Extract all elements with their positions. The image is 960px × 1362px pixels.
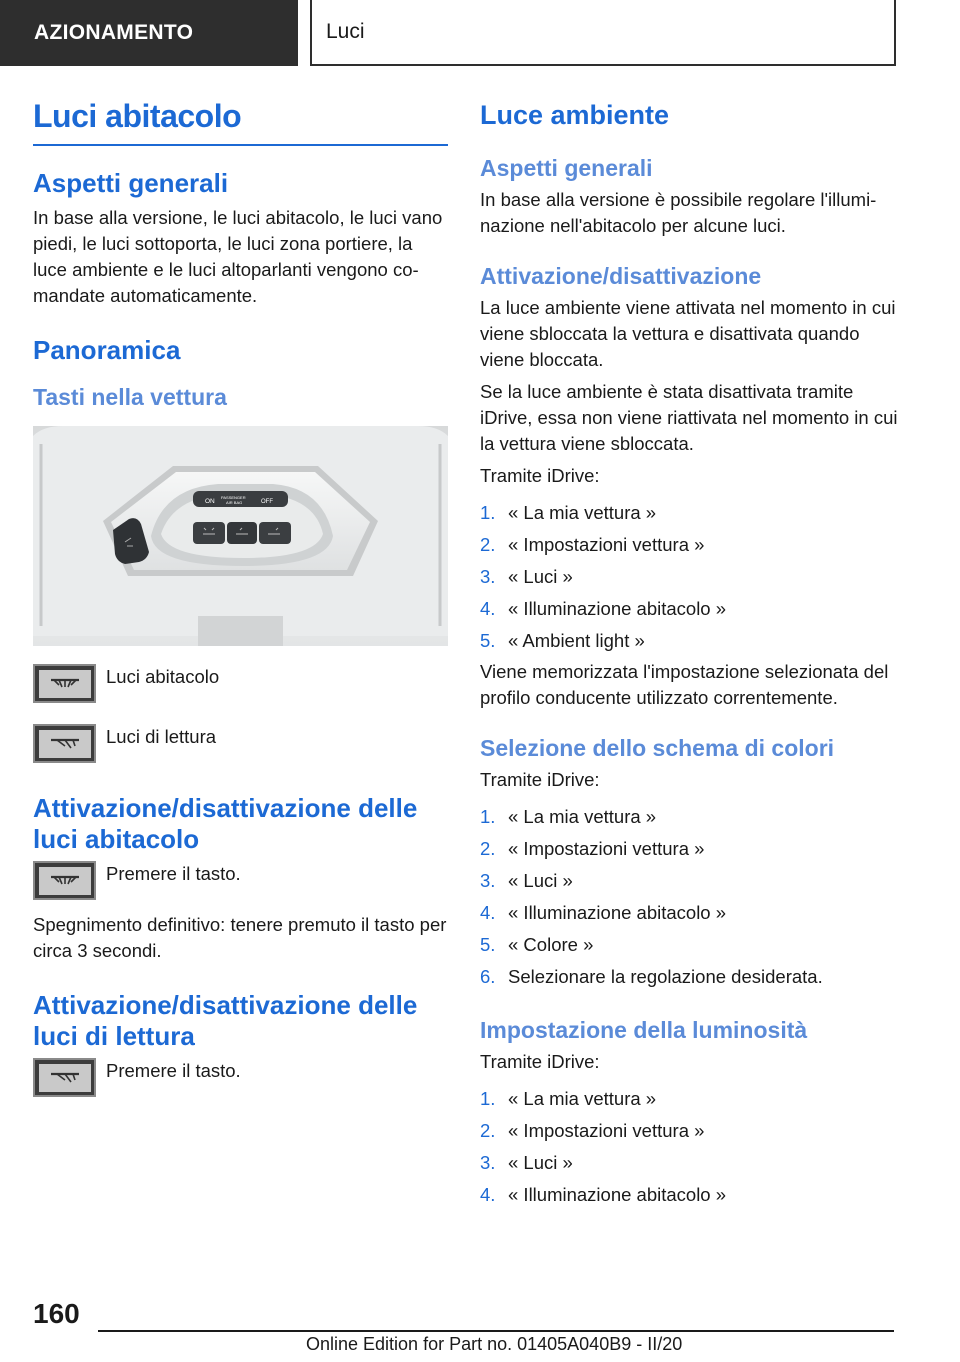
footer-rule xyxy=(98,1330,894,1332)
activation-saved-text: Viene memorizzata l'impostazione selezionata del profilo conducente utilizzato correntemente. xyxy=(480,661,889,708)
list-item: 2. « Impostazioni vettura » xyxy=(480,534,705,555)
interior-off-text: Spegnimento definitivo: tenere premuto il tasto per circa 3 secondi. xyxy=(33,914,447,961)
brightness-heading: Impostazione della luminosità xyxy=(480,1017,808,1043)
badge-off: OFF xyxy=(261,499,273,505)
color-steps xyxy=(480,801,900,993)
general-text: In base alla versione, le luci abitacolo, le luci vano piedi, le luci sottoporta, le luci zona portiere, la luce ambiente e le luci altoparlanti vengono co-mandate automaticamente. xyxy=(33,207,443,306)
interior-toggle-heading: Attivazione/disattivazione delle luci abitacolo xyxy=(33,793,418,854)
list-item: 3. « Luci » xyxy=(480,870,573,891)
list-item: 1. « La mia vettura » xyxy=(480,806,657,827)
photo-button-reading-right xyxy=(259,522,291,544)
reading-light-icon xyxy=(33,1058,96,1097)
legend-row-reading xyxy=(33,724,448,763)
color-heading: Selezione dello schema di colori xyxy=(480,735,835,761)
badge-on: ON xyxy=(205,498,215,505)
list-item: 6. Selezionare la regolazione desiderata. xyxy=(480,966,823,987)
list-item: 4. « Illuminazione abitacolo » xyxy=(480,1184,727,1205)
reading-toggle-heading: Attivazione/disattivazione delle luci di lettura xyxy=(33,990,418,1051)
activation-heading: Attivazione/disattivazione xyxy=(480,263,762,289)
footer-edition: Online Edition for Part no. 01405A040B9 - II/20 xyxy=(306,1334,683,1354)
interior-toggle-text: Premere il tasto. xyxy=(106,863,241,884)
list-item: 4. « Illuminazione abitacolo » xyxy=(480,598,727,619)
legend-label-reading: Luci di lettura xyxy=(106,726,217,747)
list-item: 5. « Colore » xyxy=(480,934,594,955)
activation-steps xyxy=(480,497,900,657)
legend-row-interior xyxy=(33,664,448,703)
list-item: 3. « Luci » xyxy=(480,1152,573,1173)
interior-toggle-row xyxy=(33,861,448,900)
section-tab xyxy=(0,0,298,66)
brightness-via-idrive: Tramite iDrive: xyxy=(480,1051,600,1072)
list-item: 3. « Luci » xyxy=(480,566,573,587)
activation-via-idrive: Tramite iDrive: xyxy=(480,465,600,486)
photo-button-interior xyxy=(193,522,225,544)
right-column xyxy=(480,100,900,1211)
roof-console-photo xyxy=(33,426,448,646)
list-item: 5. « Ambient light » xyxy=(480,630,645,651)
buttons-heading: Tasti nella vettura xyxy=(33,384,227,410)
list-item: 2. « Impostazioni vettura » xyxy=(480,838,705,859)
interior-light-icon xyxy=(33,861,96,900)
chapter-label: Luci xyxy=(326,20,365,43)
page-number: 160 xyxy=(33,1298,80,1329)
activation-text-1: La luce ambiente viene attivata nel momento in cui viene sbloccata la vettura e disattivata quando viene bloccata. xyxy=(480,297,896,370)
title-rule xyxy=(33,144,448,146)
chapter-tab xyxy=(310,0,896,66)
page-title: Luci abitacolo xyxy=(33,98,242,134)
reading-toggle-row xyxy=(33,1058,448,1097)
list-item: 1. « La mia vettura » xyxy=(480,502,657,523)
reading-light-icon xyxy=(33,724,96,763)
ambient-title: Luce ambiente xyxy=(480,100,670,130)
badge-airbag: AIR BAG xyxy=(226,500,243,505)
activation-text-2: Se la luce ambiente è stata disattivata tramite iDrive, essa non viene riattivata nel momento in cui la vettura viene sbloccata. xyxy=(480,381,898,454)
left-column xyxy=(33,96,448,1097)
list-item: 1. « La mia vettura » xyxy=(480,1088,657,1109)
ambient-general-heading: Aspetti generali xyxy=(480,155,653,181)
ambient-general-text: In base alla versione è possibile regolare l'illumi-nazione nell'abitacolo per alcune luci. xyxy=(480,189,877,236)
list-item: 4. « Illuminazione abitacolo » xyxy=(480,902,727,923)
section-label: AZIONAMENTO xyxy=(34,21,194,44)
color-via-idrive: Tramite iDrive: xyxy=(480,769,600,790)
general-heading: Aspetti generali xyxy=(33,168,229,198)
photo-button-reading-left xyxy=(227,522,257,544)
roof-console-illustration xyxy=(33,426,448,646)
badge-passenger: PASSENGER xyxy=(221,495,246,500)
interior-light-icon xyxy=(33,664,96,703)
overview-heading: Panoramica xyxy=(33,335,181,365)
brightness-steps xyxy=(480,1083,900,1211)
reading-toggle-text: Premere il tasto. xyxy=(106,1060,241,1081)
list-item: 2. « Impostazioni vettura » xyxy=(480,1120,705,1141)
legend-label-interior: Luci abitacolo xyxy=(106,666,220,687)
